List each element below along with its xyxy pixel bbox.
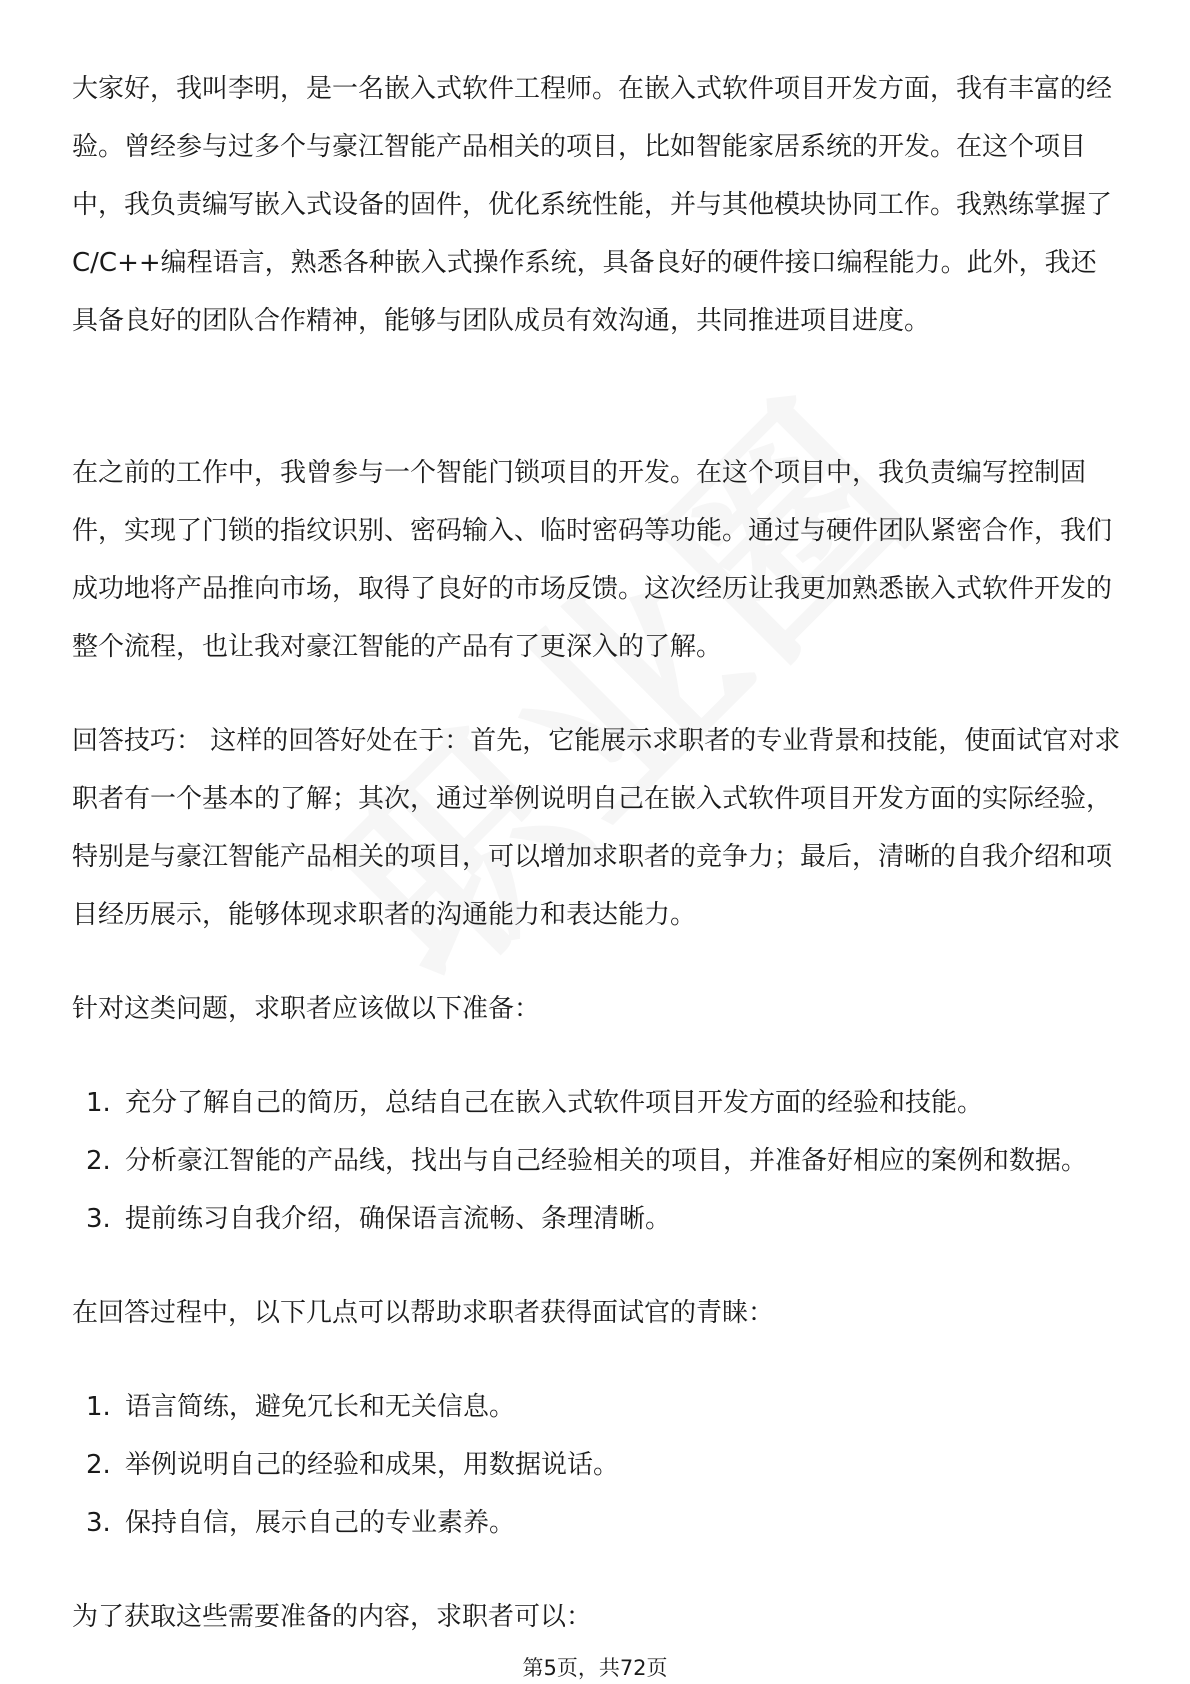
list-item-text: 保持自信，展示自己的专业素养。 [125, 1508, 516, 1538]
list-item [72, 1378, 1122, 1436]
list-item-number: 2. [86, 1450, 111, 1480]
intro-paragraph: 大家好，我叫李明，是一名嵌入式软件工程师。在嵌入式软件项目开发方面，我有丰富的经验。曾经参与过多个与豪江智能产品相关的项目，比如智能家居系统的开发。在这个项目中，我负责编写嵌入式设备的固件，优化系统性能，并与其他模块协同工作。我熟练掌握了C/C++编程语言，熟悉各种嵌入式操作系统，具备良好的硬件接口编程能力。此外，我还具备良好的团队合作精神，能够与团队成员有效沟通，共同推进项目进度。 [72, 74, 1113, 336]
list-item-number: 1. [86, 1088, 111, 1118]
list-item-text: 举例说明自己的经验和成果，用数据说话。 [125, 1450, 620, 1480]
prep-list [72, 1074, 1122, 1248]
list-item-text: 语言简练，避免冗长和无关信息。 [125, 1392, 516, 1422]
answer-intro-paragraph: 在回答过程中，以下几点可以帮助求职者获得面试官的青睐： [72, 1298, 775, 1328]
list-item [72, 1132, 1122, 1190]
list-item [72, 1190, 1122, 1248]
answer-list [72, 1378, 1122, 1552]
list-item-number: 3. [86, 1204, 111, 1234]
page-number: 第5页，共72页 [522, 1656, 668, 1680]
list-item [72, 1074, 1122, 1132]
list-item-text: 提前练习自我介绍，确保语言流畅、条理清晰。 [125, 1204, 672, 1234]
list-item-number: 3. [86, 1508, 111, 1538]
tips-paragraph: 回答技巧： 这样的回答好处在于：首先，它能展示求职者的专业背景和技能，使面试官对求职者有一个基本的了解；其次，通过举例说明自己在嵌入式软件项目开发方面的实际经验，特别是与豪江智能产品相关的项目，可以增加求职者的竞争力；最后，清晰的自我介绍和项目经历展示，能够体现求职者的沟通能力和表达能力。 [72, 726, 1121, 930]
list-item-text: 分析豪江智能的产品线，找出与自己经验相关的项目，并准备好相应的案例和数据。 [125, 1146, 1088, 1176]
prep-intro-paragraph: 针对这类问题，求职者应该做以下准备： [72, 994, 541, 1024]
document-body [72, 60, 1122, 1646]
list-item [72, 1436, 1122, 1494]
list-item-number: 2. [86, 1146, 111, 1176]
experience-paragraph: 在之前的工作中，我曾参与一个智能门锁项目的开发。在这个项目中，我负责编写控制固件，实现了门锁的指纹识别、密码输入、临时密码等功能。通过与硬件团队紧密合作，我们成功地将产品推向市场，取得了良好的市场反馈。这次经历让我更加熟悉嵌入式软件开发的整个流程，也让我对豪江智能的产品有了更深入的了解。 [72, 458, 1113, 662]
list-item-number: 1. [86, 1392, 111, 1422]
list-item-text: 充分了解自己的简历，总结自己在嵌入式软件项目开发方面的经验和技能。 [125, 1088, 984, 1118]
list-item [72, 1494, 1122, 1552]
obtain-intro-paragraph: 为了获取这些需要准备的内容，求职者可以： [72, 1602, 593, 1632]
